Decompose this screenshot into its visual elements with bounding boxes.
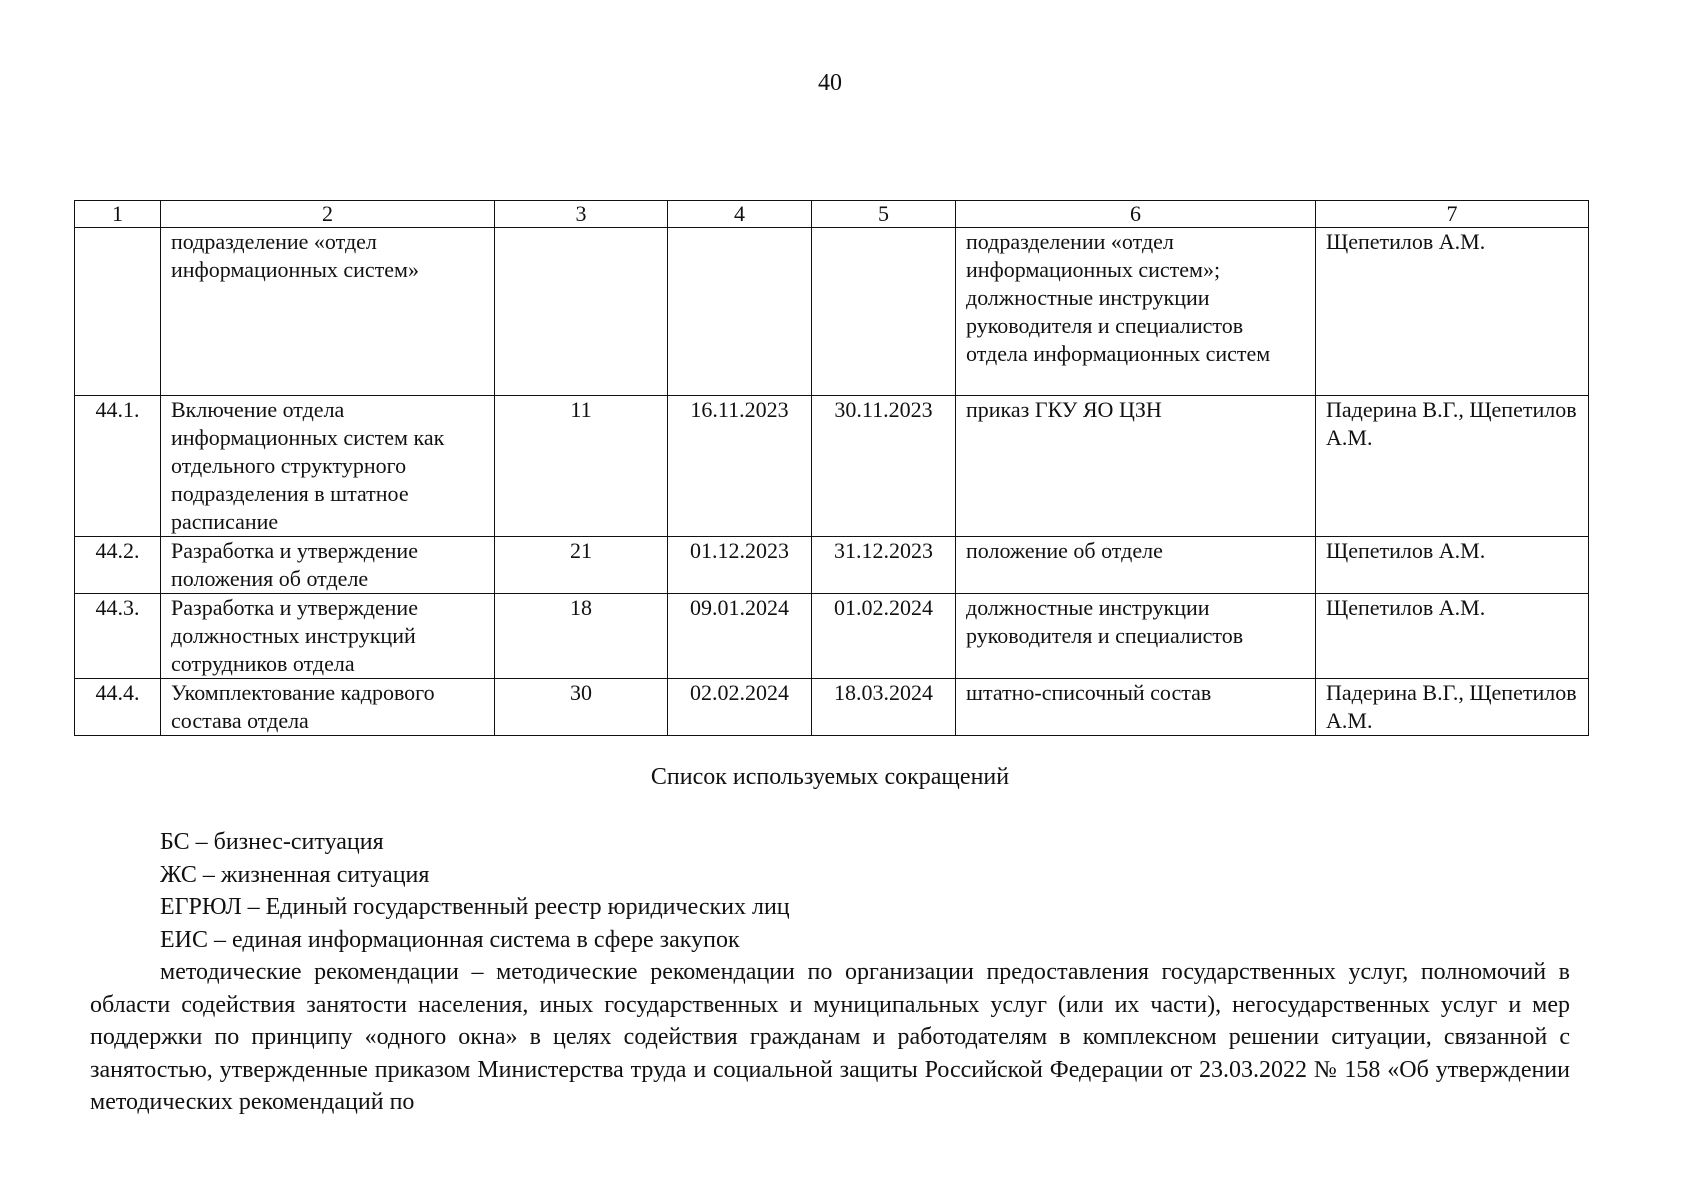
task-name: Включение отдела информационных систем как отдельного структурного подразделения в штатное расписание <box>161 396 495 537</box>
responsible-person: Падерина В.Г., Щепетилов А.М. <box>1316 679 1589 736</box>
col-header: 1 <box>75 201 161 228</box>
table-row <box>75 396 1589 537</box>
start-date: 09.01.2024 <box>668 594 812 679</box>
responsible-person: Щепетилов А.М. <box>1316 594 1589 679</box>
table-row <box>75 537 1589 594</box>
start-date <box>668 228 812 396</box>
duration-days: 11 <box>495 396 668 537</box>
start-date: 01.12.2023 <box>668 537 812 594</box>
row-number: 44.4. <box>75 679 161 736</box>
col-header: 4 <box>668 201 812 228</box>
result-document: приказ ГКУ ЯО ЦЗН <box>956 396 1316 537</box>
result-document: должностные инструкции руководителя и специалистов <box>956 594 1316 679</box>
col-header: 3 <box>495 201 668 228</box>
result-document: положение об отделе <box>956 537 1316 594</box>
table-header-row <box>75 201 1589 228</box>
start-date: 16.11.2023 <box>668 396 812 537</box>
result-document: подразделении «отдел информационных систем»; должностные инструкции руководителя и специалистов отдела информационных систем <box>956 228 1316 396</box>
end-date <box>812 228 956 396</box>
start-date: 02.02.2024 <box>668 679 812 736</box>
abbreviation-item: БС – бизнес-ситуация <box>160 829 384 855</box>
end-date: 31.12.2023 <box>812 537 956 594</box>
duration-days: 30 <box>495 679 668 736</box>
row-number: 44.2. <box>75 537 161 594</box>
end-date: 30.11.2023 <box>812 396 956 537</box>
abbreviation-item: ЖС – жизненная ситуация <box>160 861 430 888</box>
col-header: 6 <box>956 201 1316 228</box>
task-name: подразделение «отдел информационных систем» <box>161 228 495 396</box>
table-row <box>75 679 1589 736</box>
plan-table <box>74 200 1589 736</box>
task-name: Разработка и утверждение положения об отделе <box>161 537 495 594</box>
end-date: 01.02.2024 <box>812 594 956 679</box>
responsible-person: Падерина В.Г., Щепетилов А.М. <box>1316 396 1589 537</box>
table-row <box>75 594 1589 679</box>
abbreviation-item: ЕИС – единая информационная система в сфере закупок <box>160 926 740 953</box>
end-date: 18.03.2024 <box>812 679 956 736</box>
col-header: 7 <box>1316 201 1589 228</box>
task-name: Разработка и утверждение должностных инструкций сотрудников отдела <box>161 594 495 679</box>
col-header: 2 <box>161 201 495 228</box>
duration-days: 21 <box>495 537 668 594</box>
result-document: штатно-списочный состав <box>956 679 1316 736</box>
duration-days <box>495 228 668 396</box>
abbreviation-definition-paragraph: методические рекомендации – методические рекомендации по организации предоставления государственных услуг, полномочий в области содействия занятости населения, иных государственных и муниципальных услуг (или их части), негосударственных услуг и мер поддержки по принципу «одного окна» в целях содействия гражданам и работодателям в комплексном решении ситуации, связанной с занятостью, утвержденные приказом Министерства труда и социальной защиты Российской Федерации от 23.03.2022 № 158 «Об утверждении методических рекомендаций по <box>90 959 1570 1115</box>
row-number: 44.3. <box>75 594 161 679</box>
row-number: 44.1. <box>75 396 161 537</box>
row-number <box>75 228 161 396</box>
abbreviations-title: Список используемых сокращений <box>650 764 1010 790</box>
col-header: 5 <box>812 201 956 228</box>
task-name: Укомплектование кадрового состава отдела <box>161 679 495 736</box>
table-row <box>75 228 1589 396</box>
abbreviations-list <box>90 826 1570 1119</box>
responsible-person: Щепетилов А.М. <box>1316 228 1589 396</box>
page-number: 40 <box>818 70 842 96</box>
duration-days: 18 <box>495 594 668 679</box>
abbreviation-item: ЕГРЮЛ – Единый государственный реестр юридических лиц <box>160 894 790 920</box>
responsible-person: Щепетилов А.М. <box>1316 537 1589 594</box>
